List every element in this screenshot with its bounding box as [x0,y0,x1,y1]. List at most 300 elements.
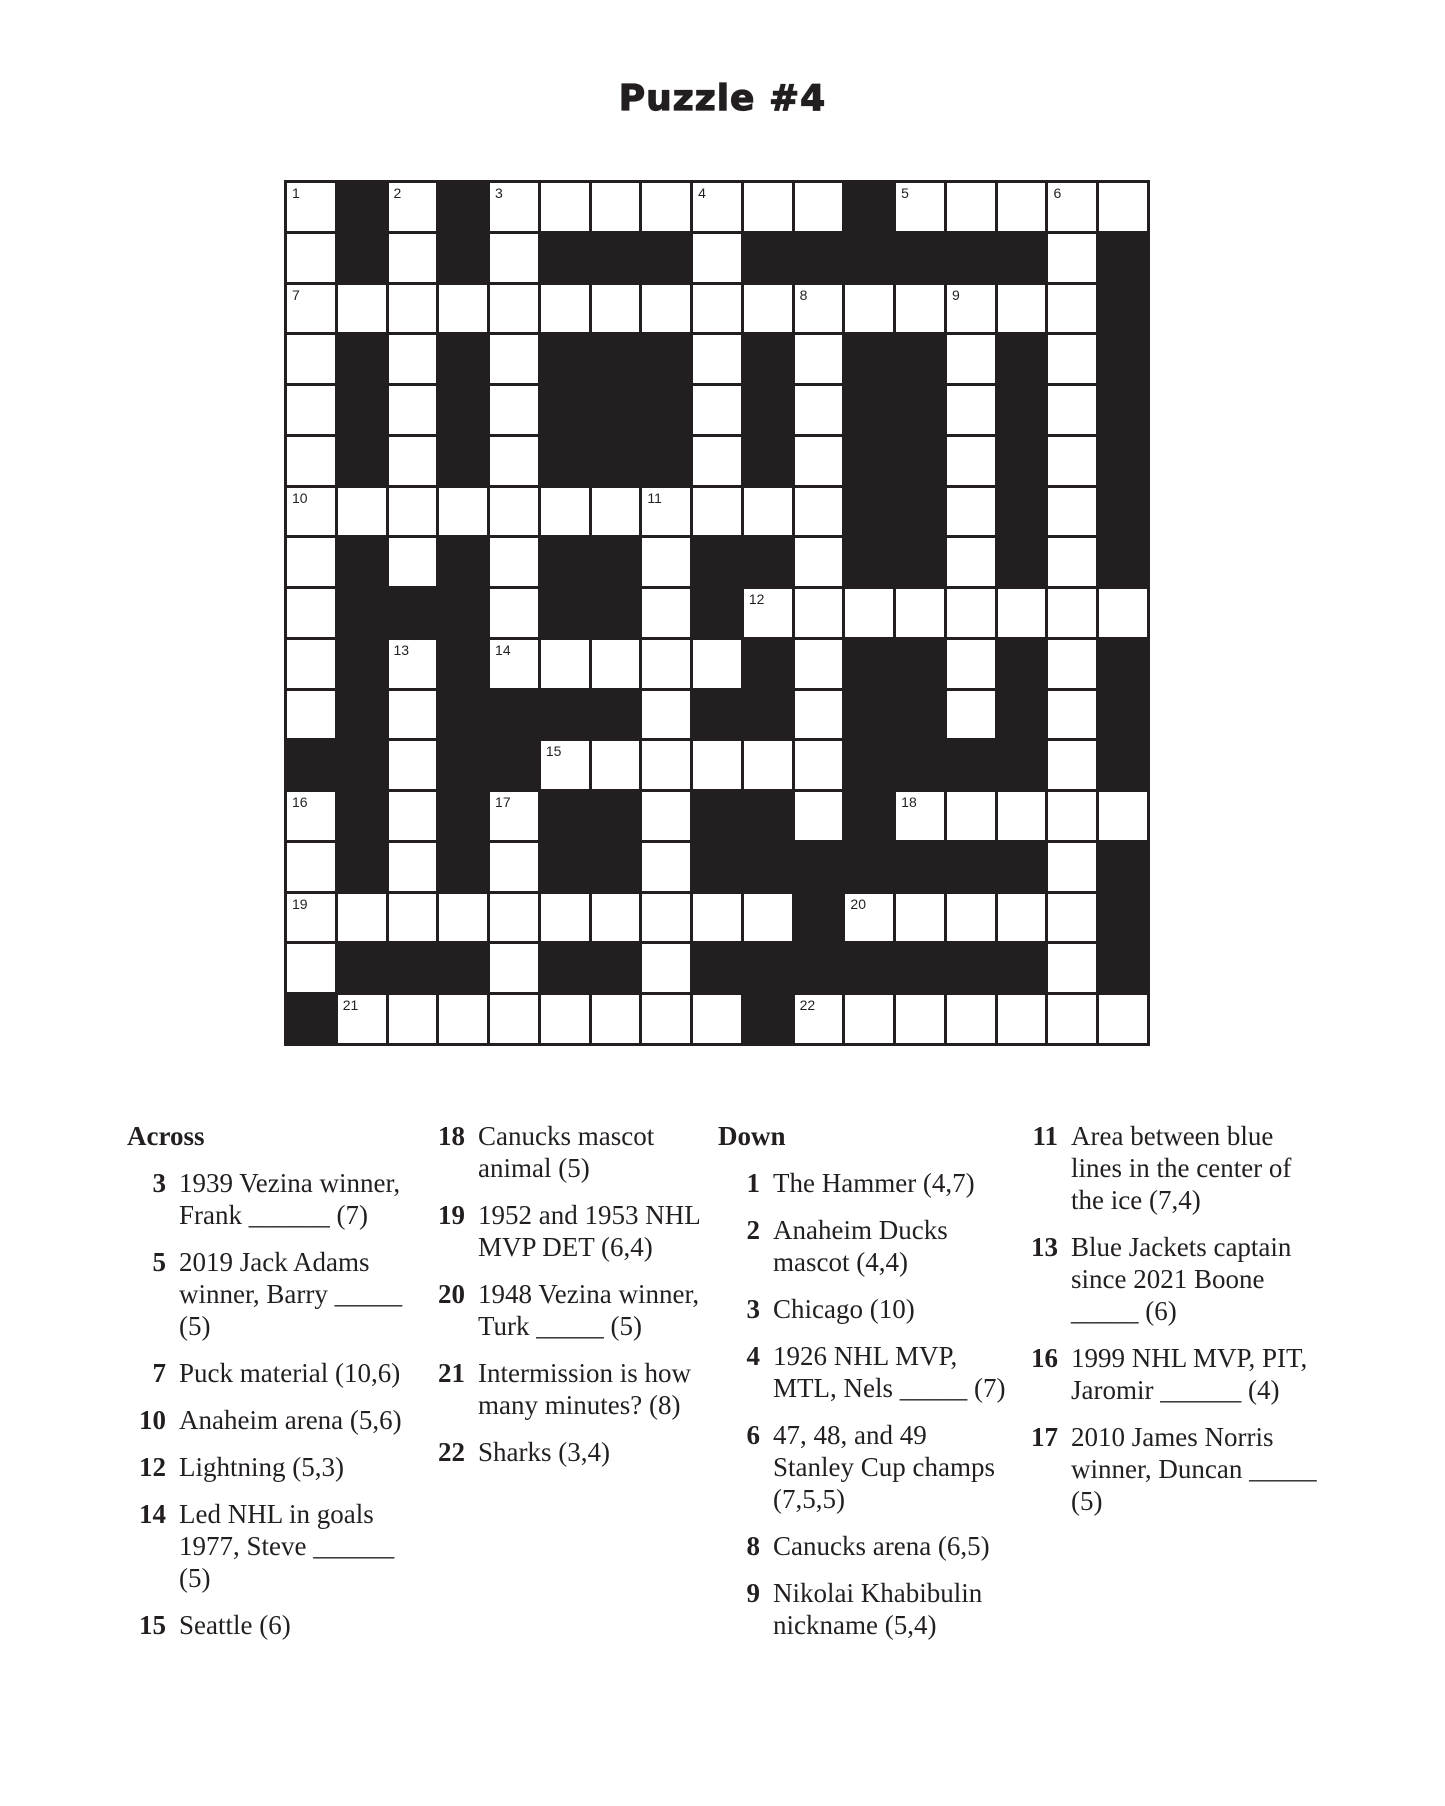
answer-cell[interactable] [490,792,538,840]
across-clue [434,1357,704,1421]
answer-cell[interactable] [998,285,1046,333]
black-square [439,538,487,586]
black-square [541,437,589,485]
black-square [693,538,741,586]
black-square [1099,741,1147,789]
answer-cell[interactable] [439,488,487,536]
answer-cell[interactable] [845,589,893,637]
answer-cell[interactable] [389,538,437,586]
answer-cell[interactable] [439,995,487,1043]
answer-cell[interactable] [947,488,995,536]
answer-cell[interactable] [795,538,843,586]
clue-number-label: 20 [850,895,866,912]
black-square [338,437,386,485]
black-square [998,386,1046,434]
answer-cell[interactable] [389,234,437,282]
answer-cell[interactable] [642,640,690,688]
black-square [998,488,1046,536]
down-clue [1027,1421,1327,1517]
answer-cell[interactable] [338,488,386,536]
black-square [1099,285,1147,333]
black-square [845,944,893,992]
clue-number-label: 3 [495,185,503,201]
clue-number: 10 [139,1405,166,1435]
clue-number-label: 1 [292,185,300,201]
black-square [338,640,386,688]
answer-cell[interactable] [490,640,538,688]
down-clue [1027,1120,1327,1216]
answer-cell[interactable] [389,792,437,840]
answer-cell[interactable] [490,894,538,942]
answer-cell[interactable] [744,589,792,637]
answer-cell[interactable] [1099,589,1147,637]
answer-cell[interactable] [490,437,538,485]
answer-cell[interactable] [490,285,538,333]
answer-cell[interactable] [541,183,589,231]
across-clue [127,1404,407,1436]
black-square [744,995,792,1043]
black-square [744,792,792,840]
answer-cell[interactable] [693,234,741,282]
black-square [896,386,944,434]
clue-text: Puck material (10,6) [179,1358,401,1388]
answer-cell[interactable] [795,589,843,637]
answer-cell[interactable] [642,691,690,739]
clue-number: 12 [139,1452,166,1482]
black-square [592,843,640,891]
answer-cell[interactable] [693,488,741,536]
answer-cell[interactable] [998,792,1046,840]
clue-number-label: 4 [698,185,706,201]
answer-cell[interactable] [795,335,843,383]
black-square [845,437,893,485]
answer-cell[interactable] [947,640,995,688]
black-square [439,640,487,688]
answer-cell[interactable] [845,285,893,333]
down-clues-col-1 [718,1120,1008,1656]
black-square [338,538,386,586]
answer-cell[interactable] [896,183,944,231]
black-square [795,234,843,282]
answer-cell[interactable] [693,741,741,789]
clue-text: Intermission is how many minutes? (8) [478,1358,691,1420]
answer-cell[interactable] [947,285,995,333]
black-square [642,437,690,485]
answer-cell[interactable] [1048,488,1096,536]
answer-cell[interactable] [592,183,640,231]
answer-cell[interactable] [642,944,690,992]
black-square [592,335,640,383]
answer-cell[interactable] [1048,691,1096,739]
answer-cell[interactable] [389,335,437,383]
answer-cell[interactable] [693,437,741,485]
across-clues-col-1 [127,1120,407,1656]
answer-cell[interactable] [693,335,741,383]
clue-text: 1948 Vezina winner, Turk _____ (5) [478,1279,700,1341]
answer-cell[interactable] [642,741,690,789]
answer-cell[interactable] [287,437,335,485]
answer-cell[interactable] [490,488,538,536]
answer-cell[interactable] [1048,183,1096,231]
answer-cell[interactable] [693,386,741,434]
black-square [998,335,1046,383]
answer-cell[interactable] [795,488,843,536]
clue-text: Anaheim arena (5,6) [179,1405,402,1435]
clue-number: 8 [746,1531,760,1561]
answer-cell[interactable] [287,285,335,333]
answer-cell[interactable] [795,183,843,231]
answer-cell[interactable] [642,285,690,333]
answer-cell[interactable] [287,538,335,586]
answer-cell[interactable] [1048,640,1096,688]
answer-cell[interactable] [287,894,335,942]
answer-cell[interactable] [338,894,386,942]
black-square [845,741,893,789]
black-square [896,741,944,789]
answer-cell[interactable] [287,843,335,891]
answer-cell[interactable] [845,995,893,1043]
clue-text: Nikolai Khabibulin nickname (5,4) [773,1578,983,1640]
black-square [1099,488,1147,536]
black-square [592,944,640,992]
answer-cell[interactable] [1048,386,1096,434]
across-clue [434,1436,704,1468]
answer-cell[interactable] [287,640,335,688]
clue-text: 2010 James Norris winner, Duncan _____ (5) [1071,1422,1317,1516]
answer-cell[interactable] [947,792,995,840]
answer-cell[interactable] [592,741,640,789]
answer-cell[interactable] [947,589,995,637]
clue-text: Sharks (3,4) [478,1437,610,1467]
answer-cell[interactable] [541,488,589,536]
black-square [592,538,640,586]
answer-cell[interactable] [439,894,487,942]
answer-cell[interactable] [947,183,995,231]
black-square [998,640,1046,688]
answer-cell[interactable] [795,640,843,688]
answer-cell[interactable] [389,691,437,739]
black-square [1099,386,1147,434]
black-square [439,691,487,739]
answer-cell[interactable] [338,995,386,1043]
black-square [439,437,487,485]
answer-cell[interactable] [896,894,944,942]
clue-text: Seattle (6) [179,1610,291,1640]
black-square [845,488,893,536]
black-square [592,437,640,485]
answer-cell[interactable] [947,538,995,586]
answer-cell[interactable] [642,995,690,1043]
answer-cell[interactable] [287,386,335,434]
across-clue [434,1199,704,1263]
answer-cell[interactable] [287,792,335,840]
answer-cell[interactable] [541,640,589,688]
black-square [693,691,741,739]
answer-cell[interactable] [744,183,792,231]
clue-text: 47, 48, and 49 Stanley Cup champs (7,5,5) [773,1420,995,1514]
answer-cell[interactable] [998,995,1046,1043]
answer-cell[interactable] [541,894,589,942]
answer-cell[interactable] [795,285,843,333]
answer-cell[interactable] [744,285,792,333]
answer-cell[interactable] [896,995,944,1043]
down-clue [718,1167,1008,1199]
answer-cell[interactable] [896,589,944,637]
answer-cell[interactable] [947,995,995,1043]
black-square [947,741,995,789]
black-square [439,183,487,231]
answer-cell[interactable] [439,285,487,333]
black-square [592,691,640,739]
answer-cell[interactable] [1048,741,1096,789]
answer-cell[interactable] [1048,843,1096,891]
answer-cell[interactable] [541,741,589,789]
answer-cell[interactable] [896,792,944,840]
answer-cell[interactable] [1048,995,1096,1043]
black-square [338,589,386,637]
clue-number-label: 16 [292,794,308,811]
black-square [592,234,640,282]
clue-number-label: 17 [495,794,511,811]
answer-cell[interactable] [389,894,437,942]
answer-cell[interactable] [642,488,690,536]
clue-number: 3 [152,1168,166,1198]
across-clue [434,1120,704,1184]
answer-cell[interactable] [1048,944,1096,992]
black-square [795,894,843,942]
across-clue [127,1609,407,1641]
answer-cell[interactable] [642,589,690,637]
answer-cell[interactable] [389,285,437,333]
answer-cell[interactable] [490,589,538,637]
answer-cell[interactable] [998,589,1046,637]
answer-cell[interactable] [1048,285,1096,333]
black-square [896,234,944,282]
black-square [896,843,944,891]
answer-cell[interactable] [287,488,335,536]
answer-cell[interactable] [490,995,538,1043]
black-square [1099,894,1147,942]
clue-number: 6 [746,1420,760,1450]
answer-cell[interactable] [541,995,589,1043]
black-square [592,386,640,434]
answer-cell[interactable] [287,944,335,992]
answer-cell[interactable] [744,741,792,789]
black-square [287,995,335,1043]
answer-cell[interactable] [1099,792,1147,840]
black-square [693,944,741,992]
answer-cell[interactable] [490,183,538,231]
answer-cell[interactable] [795,792,843,840]
answer-cell[interactable] [1099,183,1147,231]
answer-cell[interactable] [795,386,843,434]
clue-text: Led NHL in goals 1977, Steve ______ (5) [179,1499,395,1593]
clue-number: 2 [746,1215,760,1245]
down-heading: Down [718,1121,786,1151]
black-square [592,792,640,840]
clue-number-label: 14 [495,641,511,658]
answer-cell[interactable] [592,285,640,333]
answer-cell[interactable] [693,894,741,942]
answer-cell[interactable] [947,386,995,434]
black-square [541,335,589,383]
answer-cell[interactable] [287,589,335,637]
answer-cell[interactable] [896,285,944,333]
clue-number: 21 [438,1358,465,1388]
clue-number: 14 [139,1499,166,1529]
answer-cell[interactable] [795,437,843,485]
answer-cell[interactable] [287,234,335,282]
clue-number-label: 11 [647,489,662,506]
answer-cell[interactable] [490,386,538,434]
black-square [439,792,487,840]
across-clues-col-2 [434,1120,704,1483]
answer-cell[interactable] [541,285,589,333]
answer-cell[interactable] [947,437,995,485]
answer-cell[interactable] [287,183,335,231]
answer-cell[interactable] [947,894,995,942]
across-clue [127,1498,407,1594]
black-square [744,234,792,282]
down-clue [718,1419,1008,1515]
clue-number-label: 22 [799,997,816,1014]
black-square [845,691,893,739]
answer-cell[interactable] [693,285,741,333]
down-clue [718,1214,1008,1278]
clue-text: 2019 Jack Adams winner, Barry _____ (5) [179,1247,403,1341]
answer-cell[interactable] [490,843,538,891]
answer-cell[interactable] [744,488,792,536]
answer-cell[interactable] [1048,437,1096,485]
answer-cell[interactable] [389,437,437,485]
black-square [744,944,792,992]
across-clue [127,1357,407,1389]
black-square [541,538,589,586]
black-square [1099,437,1147,485]
black-square [287,741,335,789]
black-square [896,335,944,383]
answer-cell[interactable] [693,995,741,1043]
clue-text: The Hammer (4,7) [773,1168,975,1198]
answer-cell[interactable] [642,183,690,231]
answer-cell[interactable] [389,183,437,231]
black-square [1099,691,1147,739]
black-square [845,640,893,688]
black-square [541,843,589,891]
across-heading: Across [127,1121,205,1151]
answer-cell[interactable] [845,894,893,942]
clue-number: 5 [152,1247,166,1277]
answer-cell[interactable] [389,995,437,1043]
answer-cell[interactable] [287,335,335,383]
answer-cell[interactable] [338,285,386,333]
answer-cell[interactable] [389,488,437,536]
answer-cell[interactable] [998,183,1046,231]
answer-cell[interactable] [592,894,640,942]
black-square [896,944,944,992]
answer-cell[interactable] [795,995,843,1043]
answer-cell[interactable] [1048,894,1096,942]
black-square [1099,538,1147,586]
answer-cell[interactable] [287,691,335,739]
answer-cell[interactable] [795,691,843,739]
down-clue [718,1577,1008,1641]
answer-cell[interactable] [947,335,995,383]
black-square [998,437,1046,485]
answer-cell[interactable] [389,843,437,891]
answer-cell[interactable] [947,691,995,739]
answer-cell[interactable] [592,995,640,1043]
answer-cell[interactable] [693,183,741,231]
answer-cell[interactable] [389,741,437,789]
clue-number: 15 [139,1610,166,1640]
answer-cell[interactable] [592,488,640,536]
black-square [947,234,995,282]
answer-cell[interactable] [1048,538,1096,586]
black-square [338,183,386,231]
black-square [490,691,538,739]
answer-cell[interactable] [1099,995,1147,1043]
answer-cell[interactable] [592,640,640,688]
black-square [439,234,487,282]
answer-cell[interactable] [998,894,1046,942]
answer-cell[interactable] [389,640,437,688]
clue-text: Lightning (5,3) [179,1452,344,1482]
answer-cell[interactable] [642,894,690,942]
clue-number-label: 9 [951,286,960,303]
answer-cell[interactable] [490,234,538,282]
answer-cell[interactable] [1048,792,1096,840]
black-square [1099,640,1147,688]
answer-cell[interactable] [1048,589,1096,637]
black-square [439,741,487,789]
answer-cell[interactable] [693,640,741,688]
black-square [998,843,1046,891]
clue-text: Chicago (10) [773,1294,915,1324]
answer-cell[interactable] [389,386,437,434]
clue-number: 3 [746,1294,760,1324]
black-square [1099,944,1147,992]
clue-number-label: 10 [292,489,308,506]
black-square [389,589,437,637]
puzzle-title: Puzzle #4 [618,78,827,119]
answer-cell[interactable] [1048,234,1096,282]
clue-number-label: 7 [292,286,300,303]
answer-cell[interactable] [490,335,538,383]
black-square [744,640,792,688]
answer-cell[interactable] [1048,335,1096,383]
clue-number-label: 2 [393,185,402,201]
clue-number: 1 [746,1168,760,1198]
black-square [896,640,944,688]
answer-cell[interactable] [642,538,690,586]
black-square [439,335,487,383]
answer-cell[interactable] [642,792,690,840]
black-square [338,944,386,992]
answer-cell[interactable] [744,894,792,942]
black-square [642,234,690,282]
clue-text: Blue Jackets captain since 2021 Boone _____ (6) [1071,1232,1292,1326]
clue-number-label: 21 [342,997,359,1014]
answer-cell[interactable] [490,944,538,992]
black-square [693,843,741,891]
answer-cell[interactable] [795,741,843,789]
black-square [541,944,589,992]
clue-text: Area between blue lines in the center of the ice (7,4) [1071,1121,1292,1215]
clue-number: 7 [152,1358,166,1388]
answer-cell[interactable] [490,538,538,586]
answer-cell[interactable] [642,843,690,891]
